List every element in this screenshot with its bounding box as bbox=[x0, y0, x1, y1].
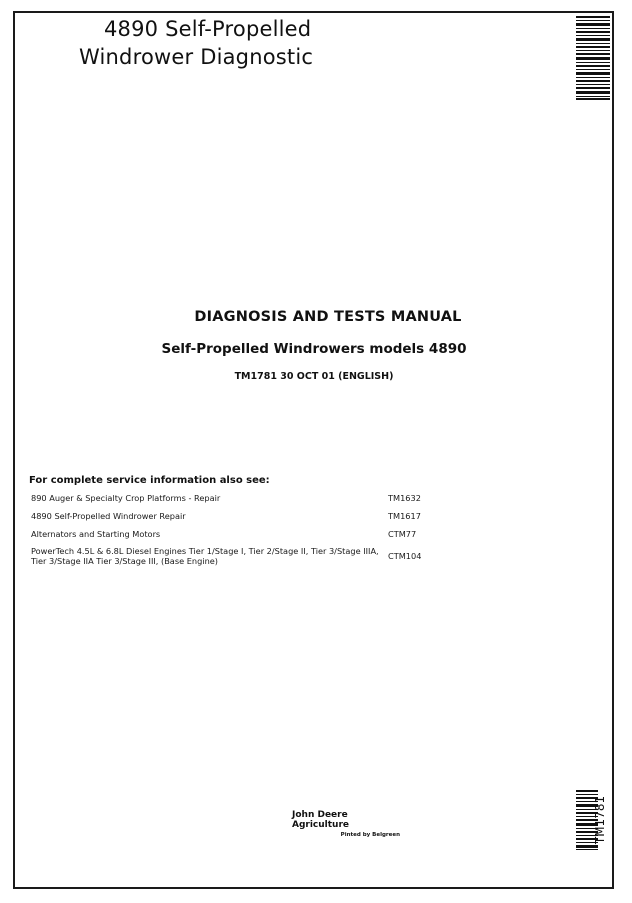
barcode-label bbox=[592, 795, 608, 847]
barcode-top-icon bbox=[576, 16, 610, 100]
reference-code: CTM104 bbox=[388, 551, 422, 561]
see-also-heading: For complete service information also see: bbox=[29, 475, 270, 486]
see-also-section bbox=[29, 475, 449, 569]
reference-code: TM1632 bbox=[388, 493, 421, 503]
publisher-company: John Deere Agriculture bbox=[292, 810, 350, 830]
barcode-label-text: TM1781 bbox=[593, 795, 607, 845]
reference-name: 4890 Self-Propelled Windrower Repair bbox=[31, 511, 186, 521]
reference-name: 890 Auger & Specialty Crop Platforms - Repair bbox=[31, 493, 221, 503]
publisher-block bbox=[292, 810, 400, 838]
reference-row bbox=[29, 543, 448, 569]
title-line-2: Windrower Diagnostic bbox=[79, 45, 314, 69]
reference-row bbox=[29, 489, 448, 507]
title-line-1: 4890 Self-Propelled bbox=[104, 17, 312, 41]
reference-row bbox=[29, 525, 448, 543]
reference-name: PowerTech 4.5L & 6.8L Diesel Engines Tier 1/Stage I, Tier 2/Stage II, Tier 3/Stage IIIA, Tier 3/Stage IIA Tier 3/Stage III, (Base Engine) bbox=[31, 546, 379, 566]
document-title bbox=[79, 15, 313, 71]
main-heading: DIAGNOSIS AND TESTS MANUAL bbox=[194, 309, 462, 325]
reference-name: Alternators and Starting Motors bbox=[31, 529, 161, 539]
reference-code: CTM77 bbox=[388, 529, 417, 539]
page-frame bbox=[13, 11, 614, 889]
sub-heading: Self-Propelled Windrowers models 4890 bbox=[161, 341, 467, 357]
document-id: TM1781 30 OCT 01 (ENGLISH) bbox=[234, 371, 394, 382]
publisher-printer: Pinted by Belgreen bbox=[340, 832, 400, 838]
reference-table bbox=[29, 489, 448, 569]
reference-row bbox=[29, 507, 448, 525]
reference-code: TM1617 bbox=[388, 511, 421, 521]
